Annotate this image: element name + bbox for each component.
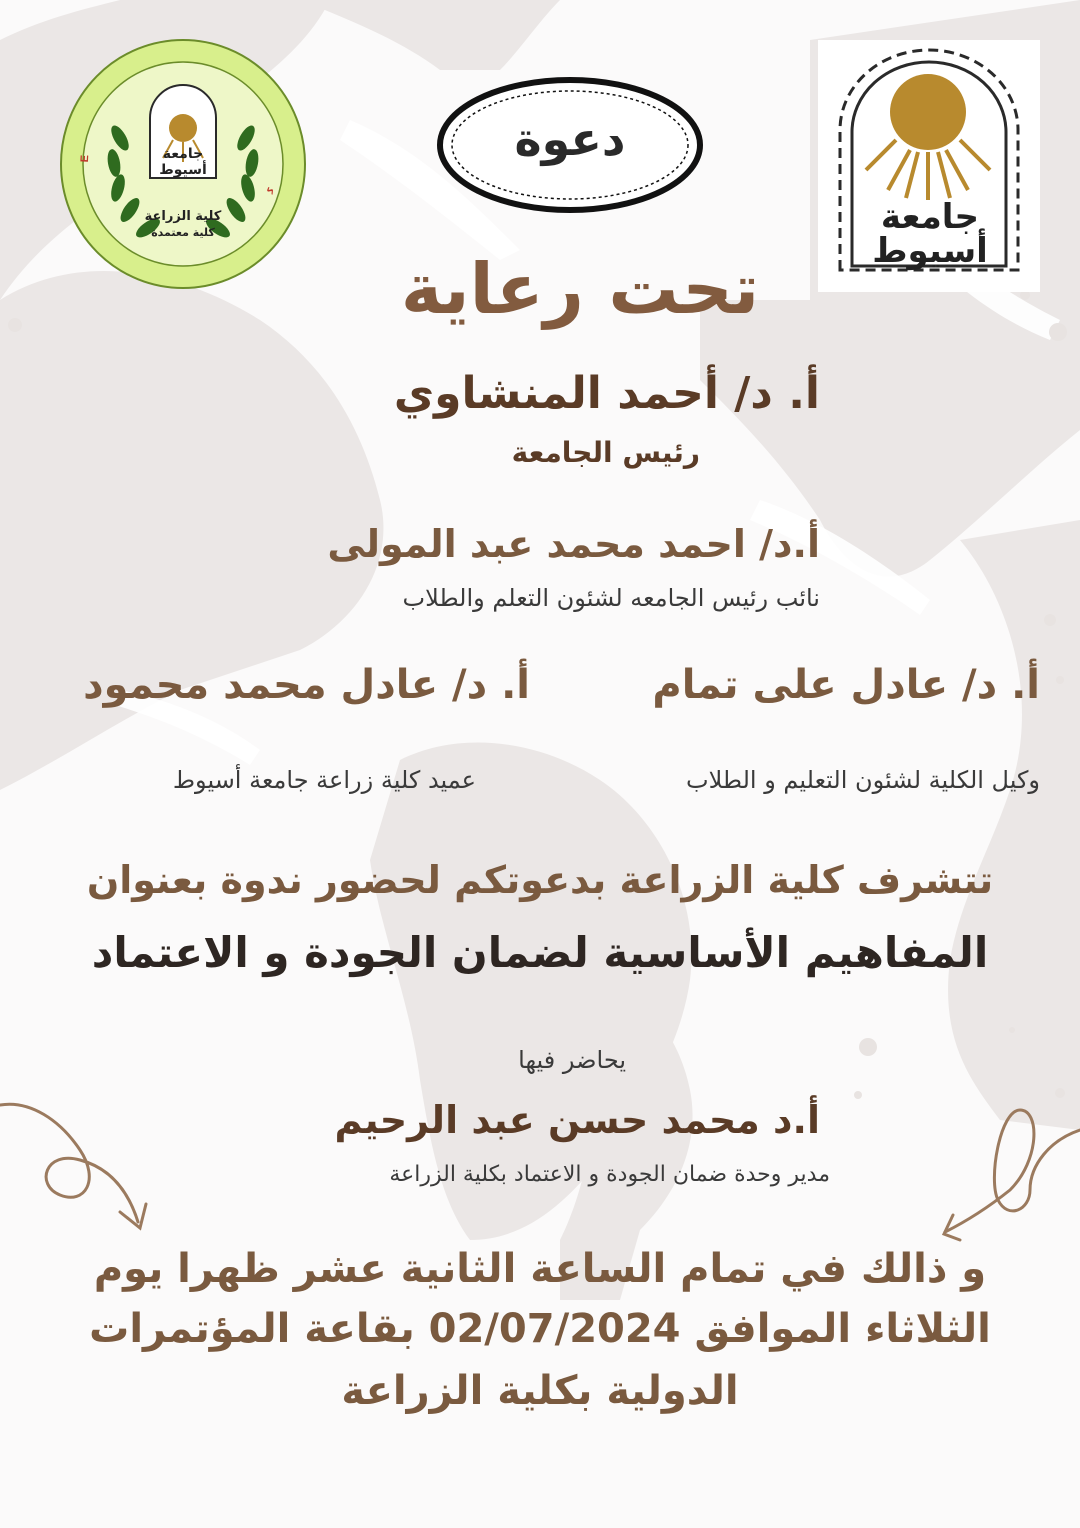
logo-ring-text: E	[78, 154, 92, 163]
patronage-heading: تحت رعاية	[400, 248, 760, 330]
faculty-agriculture-logo	[58, 38, 308, 290]
lecturer-name: أ.د محمد حسن عبد الرحيم	[334, 1098, 820, 1142]
left-emblem-line1: جامعة	[162, 146, 204, 162]
invitation-line: تتشرف كلية الزراعة بدعوتكم لحضور ندوة بعنوان	[86, 858, 994, 902]
details-line-1: و ذالك في تمام الساعة الثانية عشر ظهرا يوم	[93, 1246, 987, 1292]
president-name: أ. د/ أحمد المنشاوي	[393, 368, 820, 419]
vice-president-title: نائب رئيس الجامعه لشئون التعلم والطلاب	[402, 584, 820, 612]
right-emblem-line1: جامعة	[880, 197, 980, 237]
lecturer-title: مدير وحدة ضمان الجودة و الاعتماد بكلية الزراعة	[389, 1162, 830, 1187]
seminar-title: المفاهيم الأساسية لضمان الجودة و الاعتماد	[91, 928, 989, 977]
right-emblem-line2: أسيوط	[872, 231, 988, 271]
president-title: رئيس الجامعة	[511, 436, 700, 469]
vice-dean-name: أ. د/ عادل على تمام	[652, 662, 1040, 708]
details-line-2: الثلاثاء الموافق 02/07/2024 بقاعة المؤتمرات	[89, 1306, 991, 1352]
dean-name: أ. د/ عادل محمد محمود	[83, 662, 530, 708]
vice-president-name: أ.د/ احمد محمد عبد المولى	[327, 522, 820, 566]
left-emblem-line2: أسيوط	[159, 162, 207, 178]
swirl-arrow-right-icon	[944, 1110, 1080, 1240]
assiut-university-logo	[818, 40, 1040, 292]
logo-ring-text-ar: ك	[263, 185, 275, 195]
vice-dean-title: وكيل الكلية لشئون التعليم و الطلاب	[686, 766, 1040, 794]
logo-faculty-name: كلية الزراعة	[144, 209, 222, 224]
dean-title: عميد كلية زراعة جامعة أسيوط	[172, 766, 476, 794]
swirl-arrow-left-icon	[0, 1104, 146, 1228]
details-line-3: الدولية بكلية الزراعة	[341, 1368, 739, 1414]
logo-accredited: كلية معتمدة	[151, 226, 215, 239]
invitation-word: دعوة	[514, 112, 626, 166]
lecturer-intro: يحاضر فيها	[518, 1046, 626, 1074]
